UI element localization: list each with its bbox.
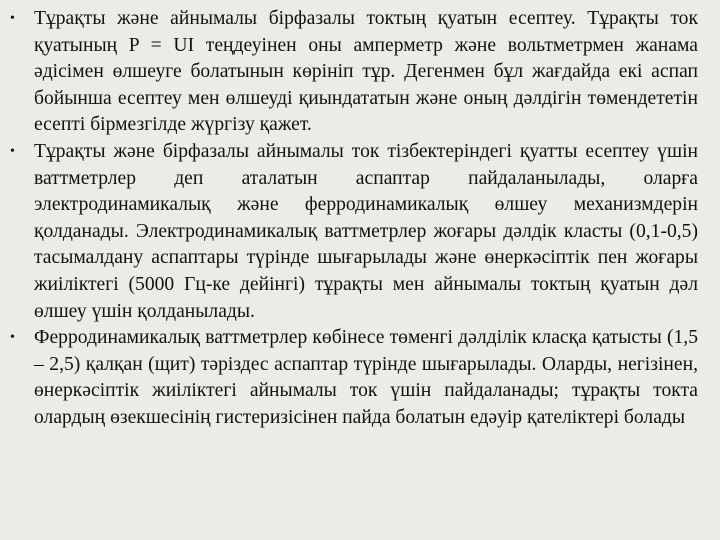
- bullet-icon: •: [10, 11, 15, 26]
- bullet-icon: •: [10, 143, 15, 159]
- bullet-text: Ферродинамикалық ваттметрлер көбінесе төменгі дәлділік класқа қатысты (1,5 – 2,5) қалқан (щит) тәріздес аспаптар түрінде шығарылады. Оларды, негізінен, өнеркәсіптік жиіліктегі айнымалы ток үшін пайдаланады; тұрақты токта олардың өзекшесінің гистеризісінен пайда болатын едәуір қателіктері болады: [34, 327, 698, 428]
- bullet-item-3: [6, 325, 698, 431]
- bullet-item-2: [6, 139, 698, 325]
- bullet-item-1: [6, 6, 698, 139]
- bullet-text: Тұрақты және айнымалы бірфазалы токтың қуатын есептеу. Тұрақты ток қуатының P = UI теңдеуінен оны амперметр және вольтметрмен жанама әдісімен өлшеуге болатынын көрініп тұр. Дегенмен бұл жағдайда екі аспап бойынша есептеу мен өлшеуді қиындататын және оның дәлдігін төмендететін есепті бірмезгілде жүргізу қажет.: [34, 8, 698, 136]
- bullet-icon: •: [10, 330, 15, 346]
- bullet-text: Тұрақты және бірфазалы айнымалы ток тізбектеріндегі қуатты есептеу үшін ваттметрлер деп аталатын аспаптар пайдаланылады, оларға электродинамикалық және ферродинамикалық өлшеу механизмдерін қолданады. Электродинамикалық ваттметрлер жоғары дәлдік класты (0,1-0,5) тасымалдану аспаптары түрінде шығарылады және өнеркәсіптік пен жоғары жиіліктегі (5000 Гц-ке дейінгі) тұрақты мен айнымалы токтың қуатын дәл өлшеу үшін қолданылады.: [34, 140, 698, 322]
- bullet-list: [6, 6, 698, 432]
